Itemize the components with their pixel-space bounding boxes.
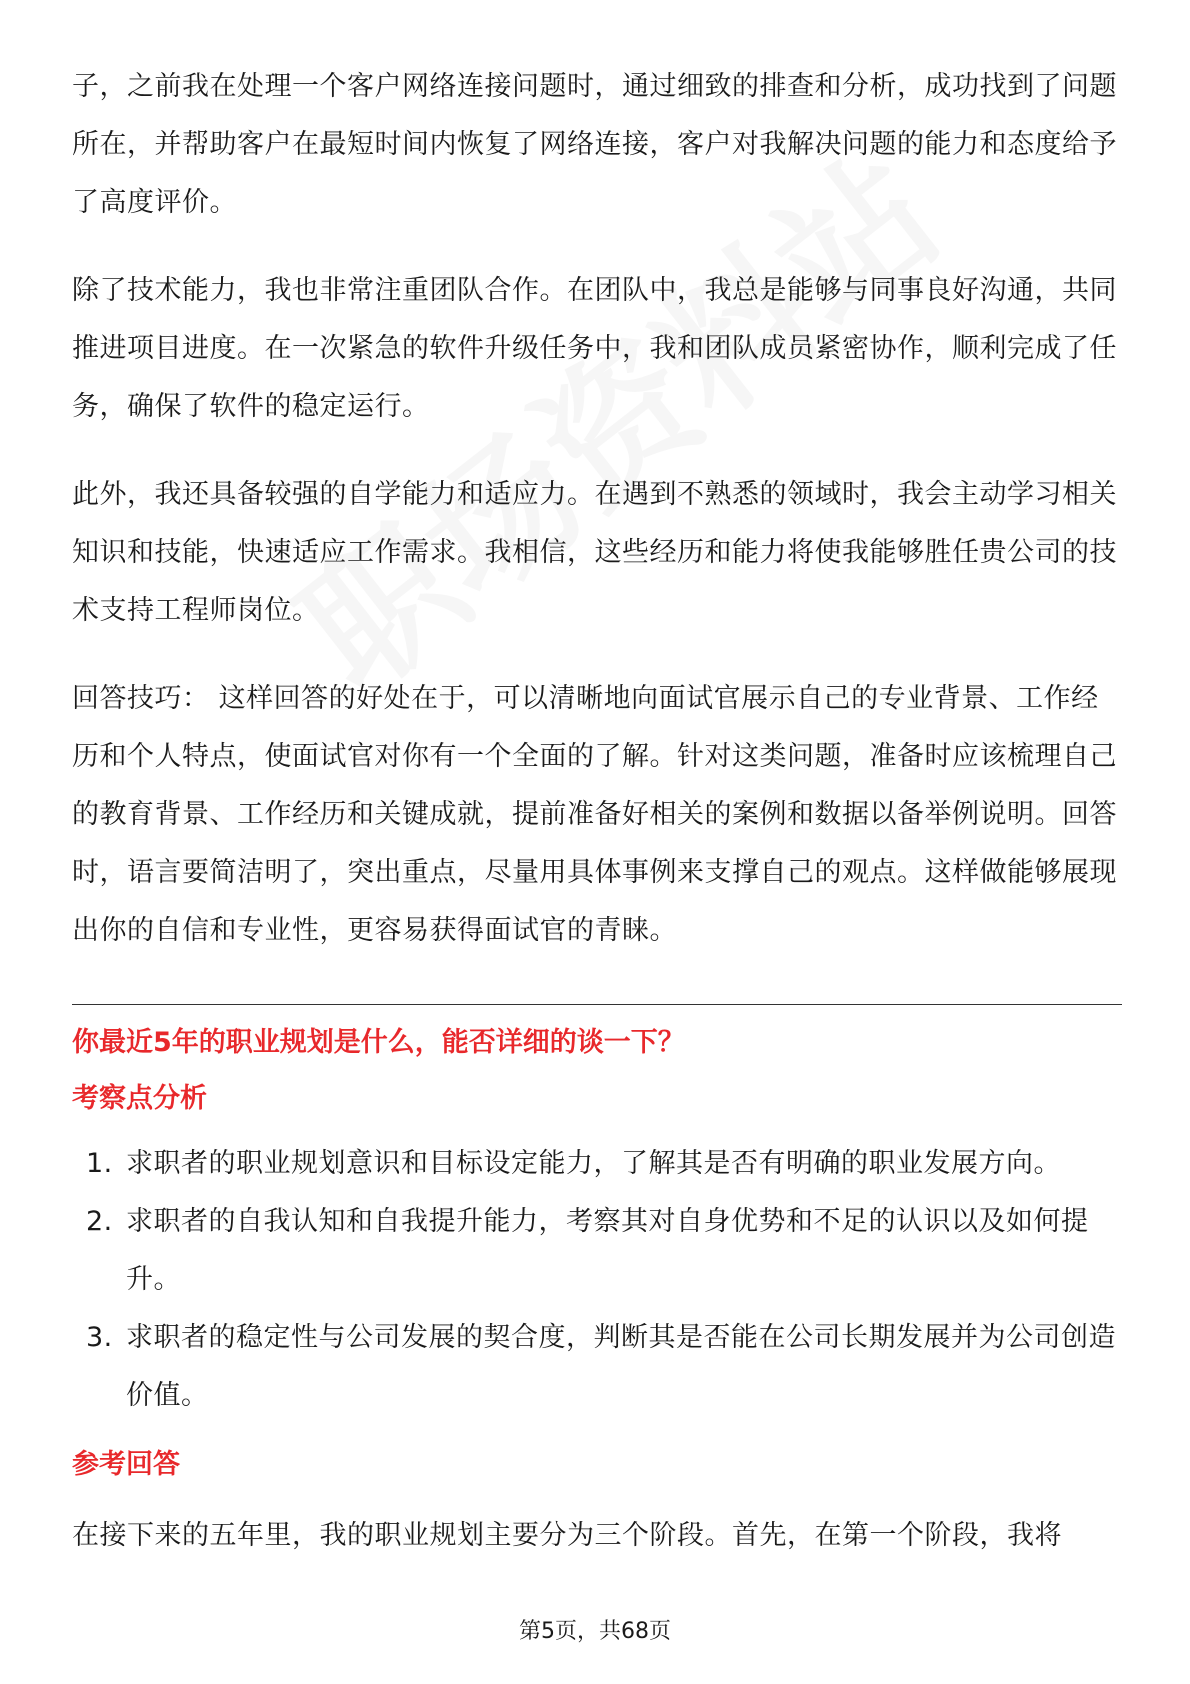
list-item-number: 1. xyxy=(86,1148,113,1179)
body-paragraph: 除了技术能力，我也非常注重团队合作。在团队中，我总是能够与同事良好沟通，共同推进项目进度。在一次紧急的软件升级任务中，我和团队成员紧密协作，顺利完成了任务，确保了软件的稳定运行。 xyxy=(72,275,1117,422)
reference-answer-paragraph: 在接下来的五年里，我的职业规划主要分为三个阶段。首先，在第一个阶段，我将 xyxy=(72,1520,1062,1551)
question-title: 你最近5年的职业规划是什么，能否详细的谈一下？ xyxy=(72,1027,685,1058)
list-item-number: 3. xyxy=(86,1322,113,1353)
reference-answer-heading: 参考回答 xyxy=(72,1449,180,1480)
analysis-list xyxy=(72,1135,1122,1425)
list-item-text: 求职者的自我认知和自我提升能力，考察其对自身优势和不足的认识以及如何提升。 xyxy=(126,1206,1089,1295)
analysis-heading: 考察点分析 xyxy=(72,1083,207,1114)
answer-tips-paragraph: 回答技巧： 这样回答的好处在于，可以清晰地向面试官展示自己的专业背景、工作经历和个人特点，使面试官对你有一个全面的了解。针对这类问题，准备时应该梳理自己的教育背景、工作经历和关键成就，提前准备好相关的案例和数据以备举例说明。回答时，语言要简洁明了，突出重点，尽量用具体事例来支撑自己的观点。这样做能够展现出你的自信和专业性，更容易获得面试官的青睐。 xyxy=(72,683,1117,946)
body-paragraph: 子，之前我在处理一个客户网络连接问题时，通过细致的排查和分析，成功找到了问题所在，并帮助客户在最短时间内恢复了网络连接，客户对我解决问题的能力和态度给予了高度评价。 xyxy=(72,71,1117,218)
list-item-number: 2. xyxy=(86,1206,113,1237)
list-item xyxy=(72,1135,1122,1193)
page-footer: 第5页，共68页 xyxy=(519,1619,671,1644)
list-item xyxy=(72,1309,1122,1425)
document-page xyxy=(72,58,1122,1595)
list-item-text: 求职者的稳定性与公司发展的契合度，判断其是否能在公司长期发展并为公司创造价值。 xyxy=(126,1322,1116,1411)
list-item xyxy=(72,1193,1122,1309)
list-item-text: 求职者的职业规划意识和目标设定能力，了解其是否有明确的职业发展方向。 xyxy=(126,1148,1061,1179)
section-divider xyxy=(72,1004,1122,1005)
body-paragraph: 此外，我还具备较强的自学能力和适应力。在遇到不熟悉的领域时，我会主动学习相关知识和技能，快速适应工作需求。我相信，这些经历和能力将使我能够胜任贵公司的技术支持工程师岗位。 xyxy=(72,479,1117,626)
